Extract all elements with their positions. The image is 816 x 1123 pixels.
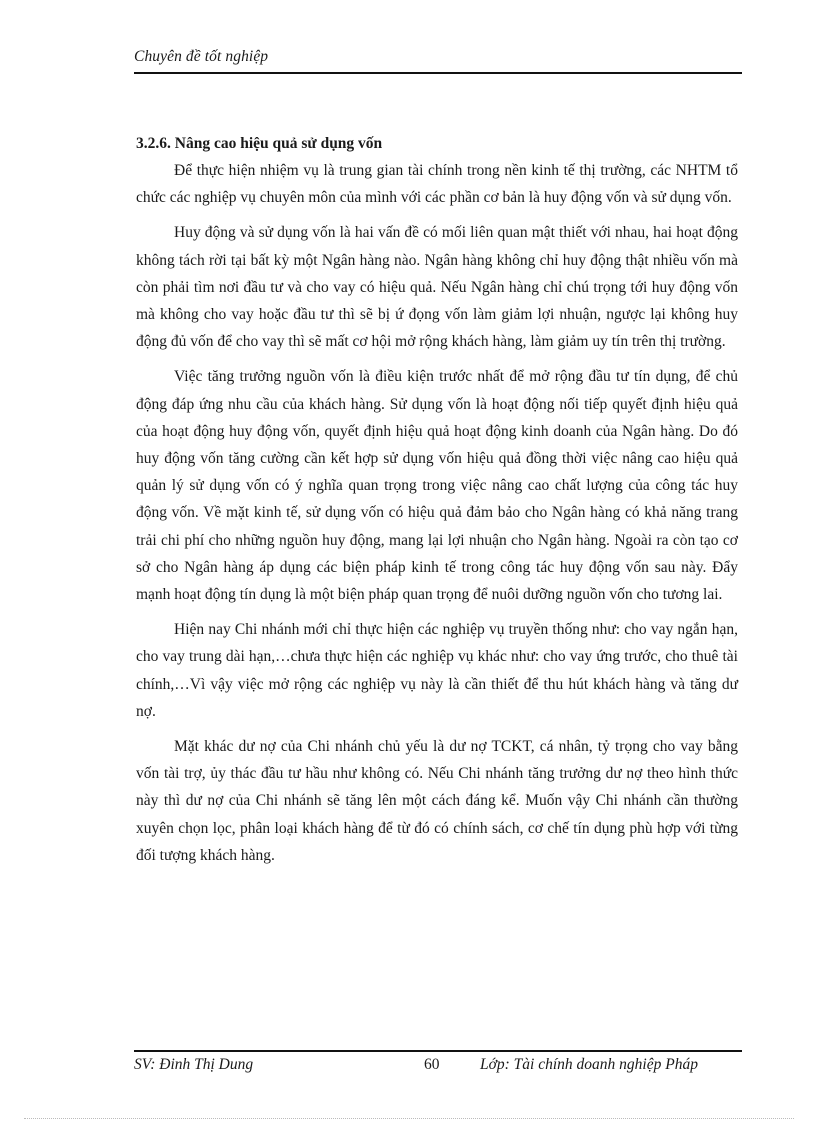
paragraph-4: Hiện nay Chi nhánh mới chỉ thực hiện các nghiệp vụ truyền thống như: cho vay ngắn hạn, cho vay trung dài hạn,…chưa thực hiện các nghiệp vụ khác như: cho vay ứng trước, cho thuê tài chính,…Vì vậy việc mở rộng các nghiệp vụ này là cần thiết để thu hút khách hàng và tăng dư nợ. — [136, 621, 738, 720]
section-heading: 3.2.6. Nâng cao hiệu quả sử dụng vốn — [136, 135, 383, 152]
page-number: 60 — [424, 1056, 440, 1073]
page-footer — [134, 1050, 742, 1082]
page-header — [134, 46, 742, 74]
paragraph-2: Huy động và sử dụng vốn là hai vấn đề có mối liên quan mật thiết với nhau, hai hoạt động không tách rời tại bất kỳ một Ngân hàng nào. Ngân hàng không chỉ huy động thật nhiều vốn mà còn phải tìm nơi đầu tư và cho vay có hiệu quả. Nếu Ngân hàng chỉ chú trọng tới huy động vốn mà không cho vay hoặc đầu tư thì sẽ bị ứ đọng vốn làm giảm lợi nhuận, ngược lại không huy động đủ vốn để cho vay thì sẽ mất cơ hội mở rộng khách hàng, làm giảm uy tín trên thị trường. — [136, 224, 738, 351]
footer-student-name: SV: Đinh Thị Dung — [134, 1056, 254, 1073]
header-title: Chuyên đề tốt nghiệp — [134, 48, 269, 65]
footer-class-name: Lớp: Tài chính doanh nghiệp Pháp — [480, 1056, 698, 1073]
paragraph-5: Mặt khác dư nợ của Chi nhánh chủ yếu là dư nợ TCKT, cá nhân, tỷ trọng cho vay bằng vốn tài trợ, ủy thác đầu tư hầu như không có. Nếu Chi nhánh tăng trưởng dư nợ theo hình thức này thì dư nợ của Chi nhánh sẽ tăng lên một cách đáng kể. Muốn vậy Chi nhánh cần thường xuyên chọn lọc, phân loại khách hàng để từ đó có chính sách, cơ chế tín dụng phù hợp với từng đối tượng khách hàng. — [136, 738, 738, 864]
page-edge-divider — [24, 1118, 794, 1119]
paragraph-3: Việc tăng trưởng nguồn vốn là điều kiện trước nhất để mở rộng đầu tư tín dụng, để chủ động đáp ứng nhu cầu của khách hàng. Sử dụng vốn là hoạt động nối tiếp quyết định hiệu quả của hoạt động huy động vốn, quyết định hiệu quả hoạt động kinh doanh của Ngân hàng. Do đó huy động vốn tăng cường cần kết hợp sử dụng vốn hiệu quả đồng thời việc nâng cao hiệu quả quản lý sử dụng vốn có ý nghĩa quan trọng trong việc nâng cao chất lượng của công tác huy động vốn. Về mặt kinh tế, sử dụng vốn có hiệu quả đảm bảo cho Ngân hàng có khả năng trang trải chi phí cho những nguồn huy động, mang lại lợi nhuận cho Ngân hàng. Ngoài ra còn tạo cơ sở cho Ngân hàng áp dụng các biện pháp kinh tế trong công tác huy động vốn sau này. Đẩy mạnh hoạt động tín dụng là một biện pháp quan trọng để nuôi dưỡng nguồn vốn cho tương lai. — [136, 368, 738, 604]
main-content — [136, 130, 738, 877]
paragraph-1: Để thực hiện nhiệm vụ là trung gian tài chính trong nền kinh tế thị trường, các NHTM tổ chức các nghiệp vụ chuyên môn của mình với các phần cơ bản là huy động vốn và sử dụng vốn. — [136, 162, 738, 207]
